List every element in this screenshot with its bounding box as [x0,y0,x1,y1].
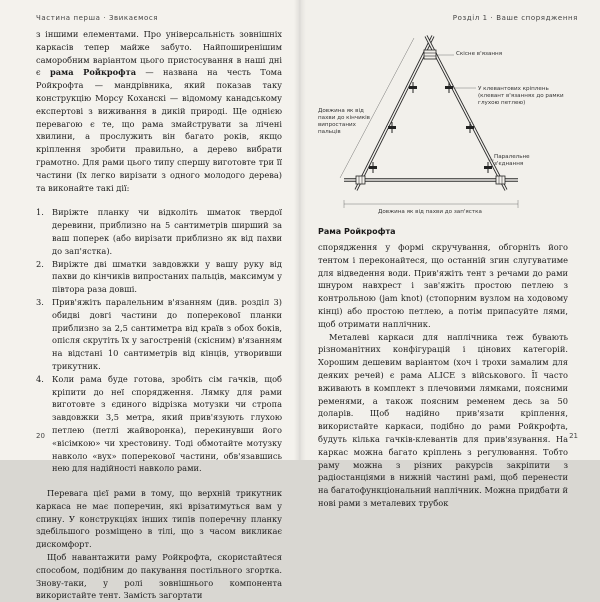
dimension-bottom [344,200,518,208]
steps-list [36,206,282,475]
label-top-lashing: Скісне в'язання [456,51,503,57]
running-head-right: Розділ 1 · Ваше спорядження [452,14,578,22]
parallel-lashing-left-icon [356,176,365,184]
paragraph-advantage: Перевага цієї рами в тому, що верхній трикутник каркаса не має поперечин, які врізатимуться вам у спину. У конструкціях інших типів поперечну планку здебільшого розміщено в тілі, що з часом викликає дискомфорт. [36,488,282,550]
term-roycroft-frame: рама Ройкрофта [49,67,137,78]
label-parallel: Паралельне з'єднання [494,154,530,167]
label-bottom: Довжина як від пахви до зап'ястка [378,209,482,215]
page-number-left: 20 [36,432,45,440]
running-head-left: Частина перша · Звикаємося [36,14,159,22]
paragraph-loading: Щоб навантажити раму Ройкрофта, скористайтеся способом, подібним до пакування постільного згортка. Знову-таки, у ролі зовнішнього компонента використайте тент. Замість загортати [36,552,282,601]
list-item: 3. Прив'яжіть паралельним в'язанням (див. розділ 3) обидві довгі частини до поперекової планки приблизно за 2,5 сантиметра від країв з обох боків, опісля скрутіть їх у загостреній (скісним) в'язанням на відстані 10 сантиметрів від кінців, утворивши трикутник. [36,296,282,371]
list-item: 1. Виріжте планку чи відколіть шматок твердої деревини, приблизно на 5 сантиметрів ширший за ваш поперек (або вирізати приблизно як від пахви до зап'ястка). [36,207,282,256]
left-page [0,0,300,601]
label-hook-lashing: У клевантових кріплень (клевант в'язаннях до рамки глухою петлею) [478,86,564,106]
paragraph-wrap: спорядження у формі скручування, обгорніть його тентом і переконайтеся, що останній згин слугуватиме для відведення води. Прив'яжіть тент з речами до рами шнуром навхрест і зав'яжіть простою петлею з контрольною (jam knot) (стопорним вузлом на ходовому кінці) або простою петлею, а потім припасуйте лями, щоб отримати наплічник. [318,242,568,329]
list-item: 4. Коли рама буде готова, зробіть сім гачків, щоб кріпити до неї спорядження. Лямку для рами виготовте з єдиного відрізка мотузки чи стропа завдовжки 3,5 метра, який прив'язують глухою петлею (петлі жайворонка), перекинувши його «вісімкою» чи хрестовину. Тоді обмотайте мотузку навколо «вух» поперекової частини, обв'язавшись нею для надійності навколо рами. [36,373,282,474]
figure-caption: Рама Ройкрофта [318,227,396,236]
right-body-text [318,241,568,510]
roycroft-frame-diagram [318,30,568,220]
paragraph-metal-frames: Металеві каркаси для наплічника теж бувають різноманітних конфігурацій і цінових категорій. Хорошим дешевим варіантом (хоч і трохи замалим для деяких речей) є рама ALICE з військового. Її часто вживають в комплект з плечовими лямками, поясними ременями, а також поясним ременем десь за 50 доларів. Щоб надійно прив'язати кріплення, використайте каркаси, подібно до рами Ройкрофта, будуть кілька гачків-клевантів для прив'язування. На каркас можна багато кріплень з регулювання. Тобто раму можна з різних ракурсів закріпити з радіостанціями в нижній частині рамі, щоб перенести на багатофункціональний наплічник. Можна придбати й нові рами з металевих трубок [318,331,568,508]
top-lashing-icon [424,50,436,59]
intro-paragraph: з іншими елементами. Про універсальність зовнішніх каркасів тепер майже забуто. Найпоширенішим саморобним варіантом цього пристосування в наші дні є рама Ройкрофта — названа на честь Тома Ройкрофта — мандрівника, який показав таку конструкцію Морсу Коханскі — відомому канадському експертові з виживання в дикій природі. Ще однією перевагою є те, що рама змайструвати за лічені хвилини, а прослужить він багато років, якщо кріплення зробити правильно, а дерево вибрати грамотно. Для рами цього типу спершу виготовте три її частини (їх легко вирізати з одного молодого дерева) та виконайте такі дії: [36,29,282,193]
list-item: 2. Виріжте дві шматки завдовжки у вашу руку від пахви до кінчиків випростаних пальців, максимум у півтора раза довші. [36,258,282,295]
label-left-side: Довжина як від пахви до кінчиків випростаних пальців [318,108,370,135]
left-body-text [36,28,282,602]
book-gutter [294,0,306,460]
page-number-right: 21 [569,432,578,440]
parallel-lashing-right-icon [496,176,505,184]
